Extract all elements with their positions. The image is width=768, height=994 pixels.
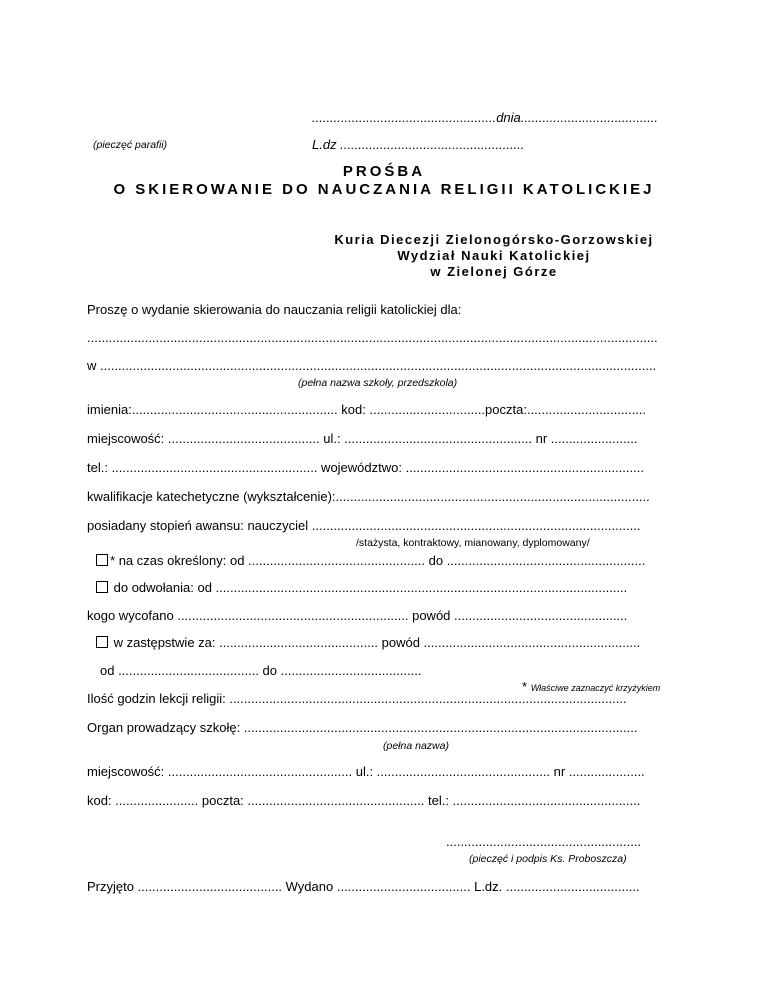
date-line: ...................................................dnia...................................... <box>312 110 659 125</box>
imienia-kod-poczta-line[interactable]: imienia:......................................................... kod: ................................poczta:................................. <box>87 402 647 417</box>
kogo-wycofano-line[interactable]: kogo wycofano ................................................................ powód ................................................ <box>87 608 628 623</box>
footnote-star: * <box>522 679 528 694</box>
zastepstwo-label[interactable]: w zastępstwie za: ............................................ powód ............................................................ <box>113 635 641 650</box>
do-odwolania-checkbox[interactable] <box>96 581 108 593</box>
zastepstwo-checkbox[interactable] <box>96 636 108 648</box>
addressee-line-1: Kuria Diecezji Zielonogórsko-Gorzowskiej <box>334 232 654 247</box>
organ-kod-poczta-tel-line[interactable]: kod: ....................... poczta: ................................................. tel.: .................................................... <box>87 793 641 808</box>
do-odwolania-label[interactable]: do odwołania: od .................................................................................................................. <box>113 580 628 595</box>
organ-miejscowosc-line[interactable]: miejscowość: ................................................... ul.: ................................................ nr ..................... <box>87 764 645 779</box>
stopien-caption: /stażysta, kontraktowy, mianowany, dyplomowany/ <box>356 537 590 549</box>
title-line-2: O SKIEROWANIE DO NAUCZANIA RELIGII KATOLICKIEJ <box>113 181 655 198</box>
miejscowosc-ul-nr-line[interactable]: miejscowość: .......................................... ul.: .................................................... nr ........................ <box>87 431 638 446</box>
organ-caption: (pełna nazwa) <box>383 740 449 752</box>
czas-okreslony-row <box>96 553 645 569</box>
signature-caption: (pieczęć i podpis Ks. Proboszcza) <box>469 853 627 865</box>
addressee-line-2: Wydział Nauki Katolickiej <box>397 248 591 263</box>
parish-stamp-label: (pieczęć parafii) <box>93 139 168 151</box>
tel-wojewodztwo-line[interactable]: tel.: ......................................................... województwo: .................................................................. <box>87 460 644 475</box>
signature-line[interactable]: ...................................................... <box>446 834 642 849</box>
footnote-text: Właściwe zaznaczyć krzyżykiem <box>530 683 661 693</box>
kwalifikacje-line[interactable]: kwalifikacje katechetyczne (wykształcenie):....................................................................................... <box>87 489 650 504</box>
addressee-line-3: w Zielonej Górze <box>430 264 558 279</box>
przyjeto-wydano-ldz-line[interactable]: Przyjęto ........................................ Wydano ..................................... L.dz. ..................................... <box>87 879 640 894</box>
czas-okreslony-checkbox[interactable] <box>96 554 108 566</box>
zastepstwo-row <box>96 635 640 651</box>
stopien-awansu-line[interactable]: posiadany stopień awansu: nauczyciel ........................................................................................... <box>87 518 641 533</box>
od-do-line[interactable]: od ....................................... do ....................................... <box>100 663 422 678</box>
intro-text: Proszę o wydanie skierowania do nauczania religii katolickiej dla: <box>87 302 462 317</box>
ldz-line: L.dz ................................................... <box>312 137 525 152</box>
checkbox-star: * <box>110 553 116 568</box>
do-odwolania-row <box>96 580 627 596</box>
school-field-line[interactable]: w .......................................................................................................................................................... <box>87 358 657 373</box>
organ-line[interactable]: Organ prowadzący szkołę: ............................................................................................................. <box>87 720 638 735</box>
name-field-line[interactable]: .............................................................................................................................................................. <box>87 330 658 345</box>
czas-okreslony-label[interactable]: na czas określony: od ................................................. do ....................................................... <box>118 553 646 568</box>
title-line-1: PROŚBA <box>342 163 426 180</box>
godziny-line[interactable]: Ilość godzin lekcji religii: .............................................................................................................. <box>87 691 627 706</box>
school-caption: (pełna nazwa szkoły, przedszkola) <box>298 377 458 389</box>
